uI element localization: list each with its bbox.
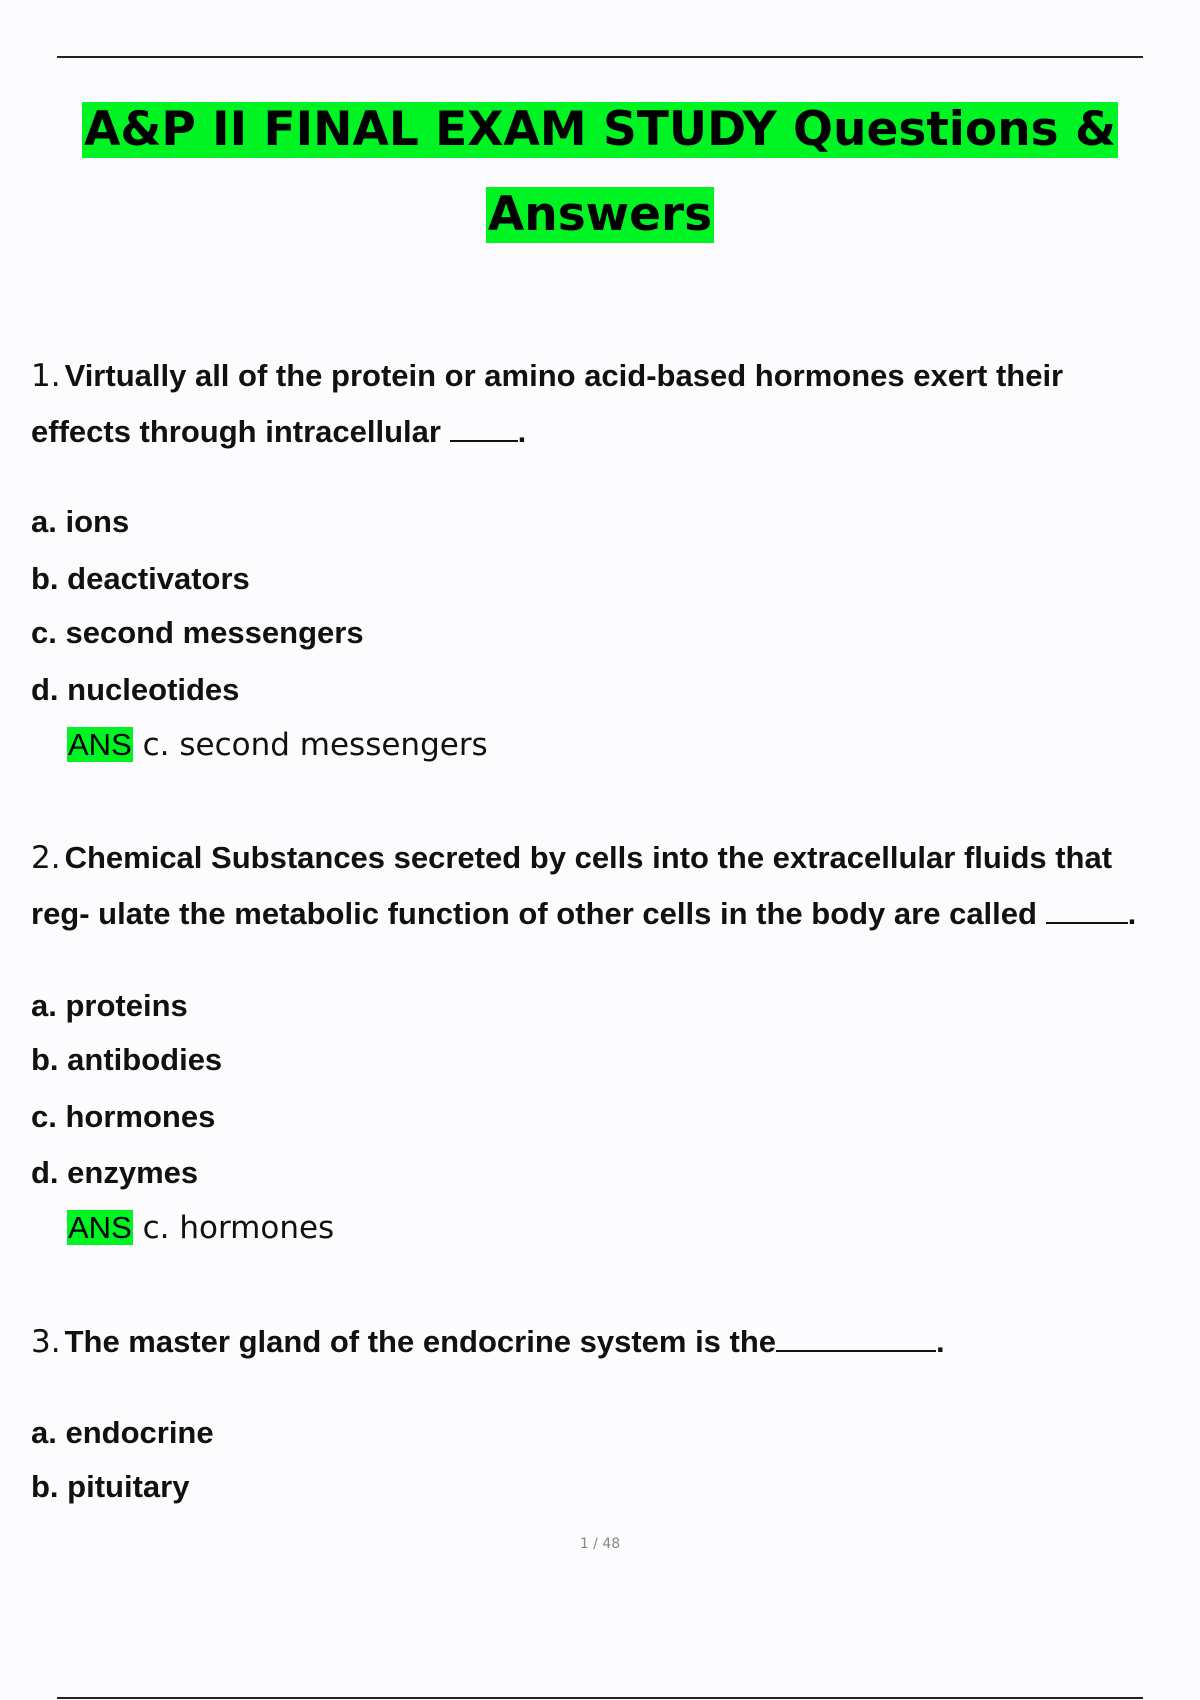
question-1-option-c: c. second messengers <box>31 615 364 650</box>
question-1-option-b: b. deactivators <box>31 561 250 596</box>
answer-badge: ANS <box>68 1210 132 1245</box>
answer-badge: ANS <box>68 727 132 762</box>
answer-blank <box>776 1320 936 1352</box>
question-1-option-d: d. nucleotides <box>31 672 240 707</box>
question-1-answer: ANS c. second messengers <box>68 727 488 763</box>
question-1-option-a: a. ions <box>31 504 130 539</box>
bottom-rule <box>57 1697 1143 1699</box>
question-number: 1. <box>31 358 61 394</box>
answer-blank <box>450 410 518 442</box>
document-title <box>0 102 1200 243</box>
question-number: 3. <box>31 1324 61 1360</box>
question-1-text: 1. Virtually all of the protein or amino acid-based hormones exert their <box>31 358 1064 394</box>
title-line-1: A&P II FINAL EXAM STUDY Questions & <box>84 102 1116 157</box>
question-3-text: 3. The master gland of the endocrine system is the . <box>31 1314 1200 1370</box>
question-2-option-c: c. hormones <box>31 1099 216 1134</box>
question-2-option-d: d. enzymes <box>31 1155 199 1190</box>
question-2-answer: ANS c. hormones <box>68 1210 335 1246</box>
page-number: 1 / 48 <box>579 1536 621 1552</box>
question-3-option-b: b. pituitary <box>31 1469 190 1504</box>
question-2-option-b: b. antibodies <box>31 1042 223 1077</box>
question-number: 2. <box>31 840 61 876</box>
top-rule <box>57 56 1143 58</box>
question-1-text-line2: effects through intracellular . <box>31 404 1200 460</box>
answer-blank <box>1046 892 1128 924</box>
question-3-option-a: a. endocrine <box>31 1415 214 1450</box>
title-line-2: Answers <box>487 187 713 242</box>
question-2-text-line2: reg- ulate the metabolic function of other cells in the body are called . <box>31 886 1200 942</box>
question-2-option-a: a. proteins <box>31 988 188 1023</box>
question-2-text: 2. Chemical Substances secreted by cells into the extracellular fluids that <box>31 840 1113 876</box>
